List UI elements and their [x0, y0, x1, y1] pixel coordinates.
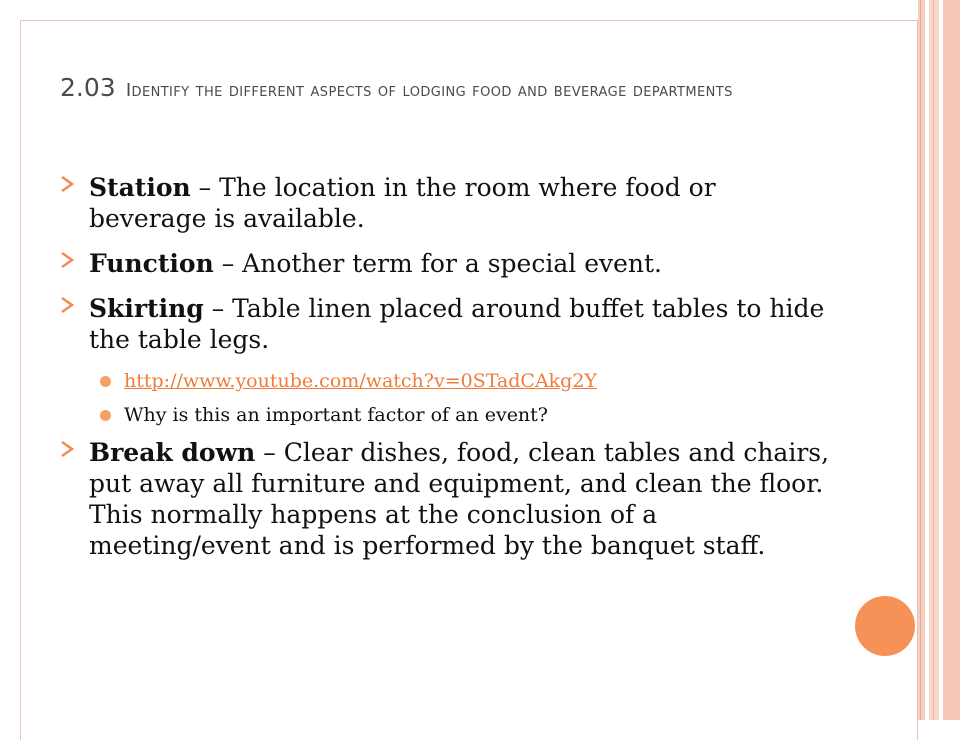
term-label: Station: [89, 173, 191, 202]
bullet-marker-icon: [60, 297, 74, 313]
title-number: 2.03: [60, 73, 116, 102]
term-definition: – Table linen placed around buffet tables to hide the table legs.: [89, 294, 825, 354]
term-label: Skirting: [89, 294, 204, 323]
decorative-line: [933, 0, 934, 720]
bullet-item-station: [60, 172, 840, 234]
bullet-marker-icon: [60, 252, 74, 268]
bullet-list: [60, 172, 840, 575]
question-text: Why is this an important factor of an event?: [124, 404, 548, 426]
sub-bullet-dot-icon: [100, 410, 111, 421]
term-label: Function: [89, 249, 214, 278]
sub-bullet-dot-icon: [100, 376, 111, 387]
bullet-item-function: [60, 248, 840, 279]
bullet-item-break-down: [60, 437, 840, 561]
term-label: Break down: [89, 438, 256, 467]
bullet-marker-icon: [60, 441, 74, 457]
term-definition: – Another term for a special event.: [213, 249, 662, 278]
sub-bullet-question: [60, 403, 840, 427]
decorative-circle: [855, 596, 915, 656]
youtube-link[interactable]: http://www.youtube.com/watch?v=0STadCAkg2Y: [124, 370, 597, 392]
slide-title: [60, 70, 860, 106]
term-definition: – The location in the room where food or beverage is available.: [89, 173, 716, 233]
bullet-marker-icon: [60, 176, 74, 192]
decorative-line: [920, 0, 921, 720]
decorative-stripe: [943, 0, 960, 720]
bullet-item-skirting: [60, 293, 840, 355]
term-definition: – Clear dishes, food, clean tables and chairs, put away all furniture and equipment, and clean the floor. This normally happens at the conclusion of a meeting/event and is performed by the banquet staff.: [89, 438, 830, 560]
decorative-stripe: [929, 0, 939, 720]
sub-bullet-link: [60, 369, 840, 393]
title-text: Identify the different aspects of lodging food and beverage departments: [125, 80, 733, 101]
